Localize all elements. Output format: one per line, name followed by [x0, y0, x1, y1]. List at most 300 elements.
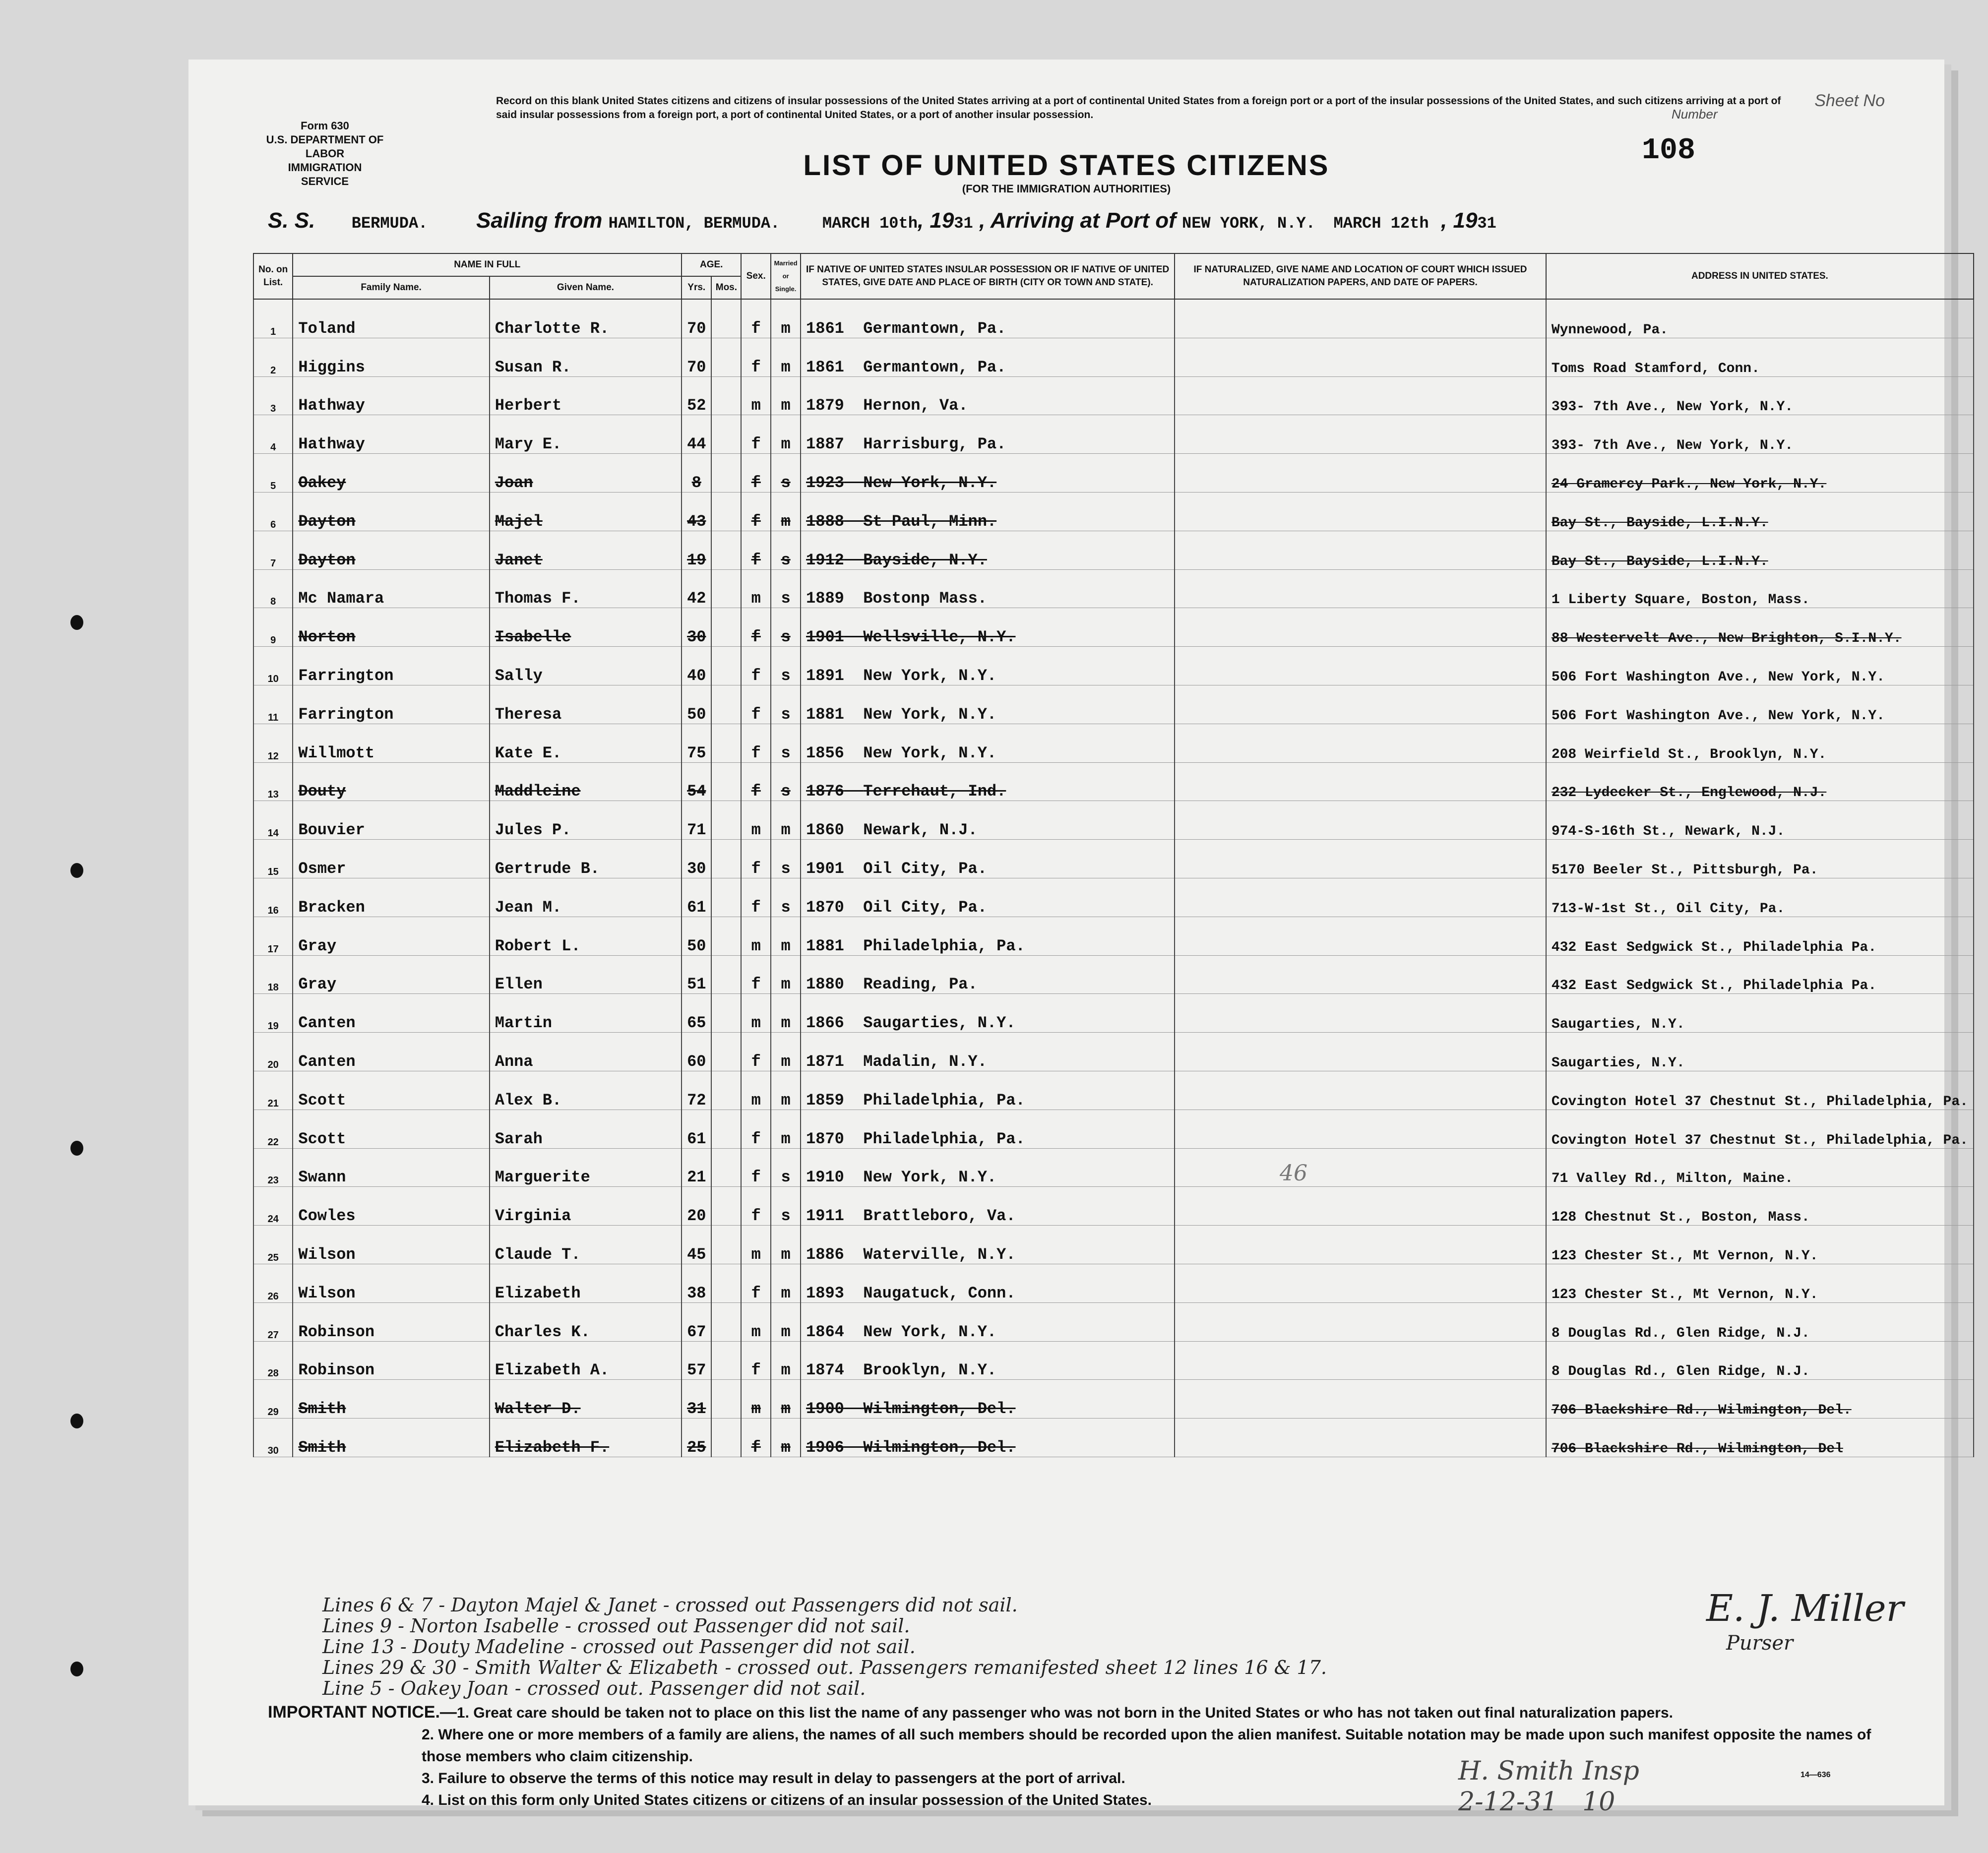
- row-number: 14: [253, 801, 293, 840]
- birth-place: Hernon, Va.: [863, 396, 968, 415]
- table-row: [253, 1341, 1974, 1380]
- age-months: [711, 1226, 741, 1264]
- note-line: Lines 9 - Norton Isabelle - crossed out Passenger did not sail.: [322, 1615, 910, 1637]
- age-months: [711, 608, 741, 647]
- table-row: [253, 762, 1974, 801]
- table-row: [253, 840, 1974, 878]
- age-years: 54: [682, 762, 711, 801]
- family-name: Osmer: [293, 840, 489, 878]
- sex: f: [741, 1148, 771, 1187]
- header-married: Married or Single.: [771, 253, 801, 299]
- table-row: [253, 955, 1974, 994]
- row-number: 3: [253, 376, 293, 415]
- row-number: 15: [253, 840, 293, 878]
- note-line: Lines 6 & 7 - Dayton Majel & Janet - crossed out Passengers did not sail.: [322, 1594, 1018, 1616]
- family-name: Higgins: [293, 338, 489, 376]
- age-months: [711, 1341, 741, 1380]
- birth-year: 1887: [806, 435, 844, 454]
- age-years: 30: [682, 608, 711, 647]
- table-row: [253, 569, 1974, 608]
- birth-year: 1880: [806, 975, 844, 994]
- birth-year: 1888: [806, 512, 844, 531]
- marital-status: s: [771, 1148, 801, 1187]
- naturalization-cell: [1175, 840, 1546, 878]
- header-naturalized: IF NATURALIZED, GIVE NAME AND LOCATION OF COURT WHICH ISSUED NATURALIZATION PAPERS, AND DATE OF PAPERS.: [1175, 253, 1546, 299]
- service: IMMIGRATION SERVICE: [288, 161, 362, 187]
- manifest-sheet: [188, 60, 1968, 1817]
- birth-cell: [801, 1264, 1175, 1302]
- departure-year-prefix: , 19: [917, 208, 954, 233]
- family-name: Scott: [293, 1110, 489, 1148]
- row-number: 7: [253, 531, 293, 569]
- marital-status: m: [771, 1419, 801, 1457]
- arrival-date: MARCH 12th: [1333, 214, 1429, 233]
- birth-year: 1864: [806, 1322, 844, 1341]
- age-years: 60: [682, 1033, 711, 1071]
- naturalization-cell: [1175, 647, 1546, 685]
- family-name: Hathway: [293, 415, 489, 454]
- birth-year: 1860: [806, 821, 844, 840]
- birth-cell: [801, 1148, 1175, 1187]
- birth-cell: [801, 1071, 1175, 1110]
- age-months: [711, 1071, 741, 1110]
- birth-cell: [801, 762, 1175, 801]
- family-name: Swann: [293, 1148, 489, 1187]
- marital-status: m: [771, 994, 801, 1033]
- age-months: [711, 454, 741, 493]
- row-number: 22: [253, 1110, 293, 1148]
- address: 123 Chester St., Mt Vernon, N.Y.: [1546, 1226, 1974, 1264]
- arriving-label: , Arriving at Port of: [979, 208, 1176, 233]
- address: 506 Fort Washington Ave., New York, N.Y.: [1546, 685, 1974, 724]
- age-years: 70: [682, 338, 711, 376]
- row-number: 30: [253, 1419, 293, 1457]
- marital-status: m: [771, 955, 801, 994]
- age-months: [711, 1419, 741, 1457]
- birth-year: 1861: [806, 358, 844, 376]
- sex: f: [741, 955, 771, 994]
- naturalization-cell: [1175, 685, 1546, 724]
- age-years: 40: [682, 647, 711, 685]
- birth-cell: [801, 1380, 1175, 1419]
- marital-status: s: [771, 569, 801, 608]
- birth-cell: [801, 376, 1175, 415]
- family-name: Bracken: [293, 878, 489, 917]
- birth-place: Wellsville, N.Y.: [863, 628, 1016, 647]
- age-months: [711, 531, 741, 569]
- marital-status: s: [771, 685, 801, 724]
- form-number: Form 630: [301, 120, 349, 132]
- birth-cell: [801, 1226, 1175, 1264]
- table-row: [253, 1419, 1974, 1457]
- number-label: Number: [1672, 107, 1718, 122]
- punch-hole: [70, 863, 83, 878]
- birth-year: 1881: [806, 936, 844, 955]
- age-months: [711, 762, 741, 801]
- table-row: [253, 801, 1974, 840]
- inspector-name: H. Smith Insp: [1458, 1756, 1639, 1786]
- inspector-annotation: [1458, 1756, 1639, 1817]
- given-name: Thomas F.: [490, 569, 682, 608]
- birth-year: 1911: [806, 1207, 844, 1226]
- header-age: AGE.: [682, 253, 741, 276]
- marital-status: s: [771, 454, 801, 493]
- marital-status: m: [771, 1110, 801, 1148]
- birth-year: 1866: [806, 1014, 844, 1033]
- birth-cell: [801, 1419, 1175, 1457]
- age-months: [711, 878, 741, 917]
- naturalization-cell: [1175, 1071, 1546, 1110]
- birth-place: Harrisburg, Pa.: [863, 435, 1006, 454]
- punch-hole: [70, 615, 83, 630]
- naturalization-cell: [1175, 338, 1546, 376]
- age-months: [711, 1110, 741, 1148]
- address: Bay St., Bayside, L.I.N.Y.: [1546, 531, 1974, 569]
- age-months: [711, 1148, 741, 1187]
- birth-place: Germantown, Pa.: [863, 358, 1006, 376]
- birth-year: 1870: [806, 1129, 844, 1148]
- given-name: Virginia: [490, 1187, 682, 1226]
- notice-item: 2. Where one or more members of a family are aliens, the names of all such members should be recorded upon the alien manifest. Suitable notation may be made upon such manifest opposite the names of those members who claim citizenship.: [422, 1727, 1871, 1765]
- address: 71 Valley Rd., Milton, Maine.: [1546, 1148, 1974, 1187]
- row-number: 6: [253, 492, 293, 531]
- birth-cell: [801, 531, 1175, 569]
- given-name: Majel: [490, 492, 682, 531]
- naturalization-cell: [1175, 955, 1546, 994]
- birth-place: Philadelphia, Pa.: [863, 936, 1025, 955]
- given-name: Joan: [490, 454, 682, 493]
- birth-year: 1859: [806, 1091, 844, 1110]
- birth-cell: [801, 724, 1175, 762]
- address: 706 Blackshire Rd., Wilmington, Del.: [1546, 1380, 1974, 1419]
- birth-year: 1870: [806, 898, 844, 917]
- birth-place: New York, N.Y.: [863, 1322, 997, 1341]
- table-row: [253, 994, 1974, 1033]
- sex: f: [741, 1264, 771, 1302]
- age-months: [711, 415, 741, 454]
- table-row: [253, 415, 1974, 454]
- birth-cell: [801, 878, 1175, 917]
- age-years: 61: [682, 878, 711, 917]
- family-name: Hathway: [293, 376, 489, 415]
- address: 24 Gramercy Park., New York, N.Y.: [1546, 454, 1974, 493]
- marital-status: m: [771, 299, 801, 338]
- given-name: Jean M.: [490, 878, 682, 917]
- naturalization-cell: [1175, 1419, 1546, 1457]
- family-name: Dayton: [293, 492, 489, 531]
- naturalization-cell: [1175, 801, 1546, 840]
- header-no: No. on List.: [253, 253, 293, 299]
- marital-status: s: [771, 724, 801, 762]
- marital-status: m: [771, 917, 801, 955]
- notice-item: 4. List on this form only United States citizens or citizens of an insular possession of the United States.: [422, 1792, 1152, 1808]
- family-name: Wilson: [293, 1226, 489, 1264]
- marital-status: m: [771, 1264, 801, 1302]
- table-row: [253, 338, 1974, 376]
- birth-cell: [801, 1341, 1175, 1380]
- age-years: 20: [682, 1187, 711, 1226]
- family-name: Willmott: [293, 724, 489, 762]
- naturalization-cell: [1175, 492, 1546, 531]
- notice-item: 3. Failure to observe the terms of this notice may result in delay to passengers at the port of arrival.: [422, 1770, 1125, 1787]
- naturalization-cell: [1175, 994, 1546, 1033]
- given-name: Charles K.: [490, 1302, 682, 1341]
- family-name: Wilson: [293, 1264, 489, 1302]
- given-name: Anna: [490, 1033, 682, 1071]
- age-years: 25: [682, 1419, 711, 1457]
- punch-hole: [70, 1414, 83, 1428]
- sex: f: [741, 878, 771, 917]
- marital-status: m: [771, 1341, 801, 1380]
- family-name: Bouvier: [293, 801, 489, 840]
- sex: m: [741, 1071, 771, 1110]
- row-number: 1: [253, 299, 293, 338]
- sex: f: [741, 685, 771, 724]
- age-months: [711, 299, 741, 338]
- birth-cell: [801, 1302, 1175, 1341]
- table-row: [253, 1226, 1974, 1264]
- birth-place: New York, N.Y.: [863, 705, 997, 724]
- marital-status: s: [771, 531, 801, 569]
- marital-status: m: [771, 338, 801, 376]
- birth-year: 1901: [806, 628, 844, 647]
- arrival-year: 31: [1477, 214, 1496, 233]
- marital-status: s: [771, 608, 801, 647]
- sex: f: [741, 840, 771, 878]
- given-name: Janet: [490, 531, 682, 569]
- row-number: 24: [253, 1187, 293, 1226]
- arrival-year-prefix: , 19: [1441, 208, 1478, 233]
- family-name: Mc Namara: [293, 569, 489, 608]
- birth-year: 1910: [806, 1168, 844, 1187]
- given-name: Sarah: [490, 1110, 682, 1148]
- family-name: Cowles: [293, 1187, 489, 1226]
- naturalization-cell: [1175, 454, 1546, 493]
- purser-title: Purser: [1726, 1632, 1794, 1655]
- marital-status: m: [771, 415, 801, 454]
- table-row: [253, 1187, 1974, 1226]
- birth-cell: [801, 338, 1175, 376]
- purser-signature: E. J. Miller: [1706, 1587, 1904, 1630]
- naturalization-cell: [1175, 1380, 1546, 1419]
- table-row: [253, 685, 1974, 724]
- naturalization-cell: [1175, 1341, 1546, 1380]
- address: 393- 7th Ave., New York, N.Y.: [1546, 376, 1974, 415]
- birth-cell: [801, 994, 1175, 1033]
- table-row: [253, 376, 1974, 415]
- row-number: 17: [253, 917, 293, 955]
- given-name: Susan R.: [490, 338, 682, 376]
- table-row: [253, 917, 1974, 955]
- margin-mark: 46: [1280, 1161, 1307, 1186]
- address: 974-S-16th St., Newark, N.J.: [1546, 801, 1974, 840]
- arrival-port: NEW YORK, N.Y.: [1182, 214, 1315, 233]
- age-months: [711, 492, 741, 531]
- naturalization-cell: [1175, 569, 1546, 608]
- naturalization-cell: [1175, 299, 1546, 338]
- marital-status: s: [771, 762, 801, 801]
- marital-status: m: [771, 1302, 801, 1341]
- naturalization-cell: [1175, 1264, 1546, 1302]
- given-name: Gertrude B.: [490, 840, 682, 878]
- handwritten-notes: [322, 1595, 1711, 1699]
- given-name: Jules P.: [490, 801, 682, 840]
- table-row: [253, 608, 1974, 647]
- sex: m: [741, 1380, 771, 1419]
- address: 232 Lydecker St., Englewood, N.J.: [1546, 762, 1974, 801]
- given-name: Sally: [490, 647, 682, 685]
- family-name: Robinson: [293, 1341, 489, 1380]
- age-months: [711, 1187, 741, 1226]
- age-years: 38: [682, 1264, 711, 1302]
- table-row: [253, 531, 1974, 569]
- birth-place: Terrehaut, Ind.: [863, 782, 1006, 801]
- address: 123 Chester St., Mt Vernon, N.Y.: [1546, 1264, 1974, 1302]
- sex: m: [741, 917, 771, 955]
- given-name: Martin: [490, 994, 682, 1033]
- age-years: 42: [682, 569, 711, 608]
- table-row: [253, 454, 1974, 493]
- age-months: [711, 840, 741, 878]
- row-number: 11: [253, 685, 293, 724]
- note-line: Line 5 - Oakey Joan - crossed out. Passenger did not sail.: [322, 1677, 866, 1699]
- age-years: 61: [682, 1110, 711, 1148]
- naturalization-cell: [1175, 1110, 1546, 1148]
- row-number: 9: [253, 608, 293, 647]
- birth-year: 1856: [806, 743, 844, 762]
- given-name: Claude T.: [490, 1226, 682, 1264]
- row-number: 23: [253, 1148, 293, 1187]
- given-name: Walter D.: [490, 1380, 682, 1419]
- birth-place: Philadelphia, Pa.: [863, 1129, 1025, 1148]
- age-years: 31: [682, 1380, 711, 1419]
- age-years: 70: [682, 299, 711, 338]
- birth-place: Reading, Pa.: [863, 975, 978, 994]
- address: 706 Blackshire Rd., Wilmington, Del: [1546, 1419, 1974, 1457]
- table-row: [253, 647, 1974, 685]
- row-number: 4: [253, 415, 293, 454]
- age-months: [711, 1380, 741, 1419]
- punch-hole: [70, 1141, 83, 1156]
- marital-status: s: [771, 647, 801, 685]
- naturalization-cell: [1175, 608, 1546, 647]
- given-name: Isabelle: [490, 608, 682, 647]
- naturalization-cell: [1175, 1187, 1546, 1226]
- sex: m: [741, 569, 771, 608]
- birth-cell: [801, 647, 1175, 685]
- address: 713-W-1st St., Oil City, Pa.: [1546, 878, 1974, 917]
- birth-place: Brattleboro, Va.: [863, 1207, 1016, 1226]
- birth-cell: [801, 492, 1175, 531]
- marital-status: m: [771, 1033, 801, 1071]
- family-name: Smith: [293, 1419, 489, 1457]
- family-name: Canten: [293, 994, 489, 1033]
- family-name: Oakey: [293, 454, 489, 493]
- record-instructions: Record on this blank United States citizens and citizens of insular possessions of the United States arriving at a port of continental United States from a foreign port or a port of the insular possessions of the United States, and such citizens arriving at a port of said insular possessions from a foreign port, a port of continental United States, or a port of another insular possession.: [496, 95, 1781, 121]
- birth-place: Bostonp Mass.: [863, 589, 987, 608]
- sex: f: [741, 454, 771, 493]
- naturalization-cell: [1175, 1033, 1546, 1071]
- given-name: Robert L.: [490, 917, 682, 955]
- sex: f: [741, 338, 771, 376]
- family-name: Farrington: [293, 685, 489, 724]
- birth-cell: [801, 454, 1175, 493]
- birth-place: Oil City, Pa.: [863, 859, 987, 878]
- naturalization-cell: [1175, 878, 1546, 917]
- inspection-time: 10: [1582, 1787, 1615, 1817]
- birth-cell: [801, 299, 1175, 338]
- marital-status: m: [771, 492, 801, 531]
- address: 5170 Beeler St., Pittsburgh, Pa.: [1546, 840, 1974, 878]
- passenger-table: [253, 253, 1974, 1457]
- address: Saugarties, N.Y.: [1546, 994, 1974, 1033]
- naturalization-cell: [1175, 917, 1546, 955]
- marital-status: m: [771, 1380, 801, 1419]
- birth-place: Waterville, N.Y.: [863, 1245, 1016, 1264]
- birth-cell: [801, 415, 1175, 454]
- marital-status: s: [771, 840, 801, 878]
- sex: f: [741, 1187, 771, 1226]
- age-months: [711, 1264, 741, 1302]
- age-years: 52: [682, 376, 711, 415]
- address: 432 East Sedgwick St., Philadelphia Pa.: [1546, 917, 1974, 955]
- marital-status: s: [771, 1187, 801, 1226]
- list-number: 108: [1642, 134, 1696, 168]
- sailing-label: Sailing from: [476, 208, 603, 233]
- birth-cell: [801, 917, 1175, 955]
- birth-place: Naugatuck, Conn.: [863, 1284, 1016, 1302]
- address: Wynnewood, Pa.: [1546, 299, 1974, 338]
- sex: f: [741, 1341, 771, 1380]
- sheet-number-label: Sheet No: [1814, 91, 1885, 110]
- birth-year: 1923: [806, 473, 844, 492]
- family-name: Gray: [293, 917, 489, 955]
- birth-cell: [801, 955, 1175, 994]
- age-years: 51: [682, 955, 711, 994]
- row-number: 8: [253, 569, 293, 608]
- age-years: 8: [682, 454, 711, 493]
- important-notice: [268, 1701, 1905, 1811]
- age-years: 30: [682, 840, 711, 878]
- address: Toms Road Stamford, Conn.: [1546, 338, 1974, 376]
- birth-place: New York, N.Y.: [863, 743, 997, 762]
- birth-place: St Paul, Minn.: [863, 512, 997, 531]
- header-sex: Sex.: [741, 253, 771, 299]
- sex: f: [741, 724, 771, 762]
- given-name: Elizabeth: [490, 1264, 682, 1302]
- age-years: 72: [682, 1071, 711, 1110]
- birth-place: Germantown, Pa.: [863, 319, 1006, 338]
- address: 88 Westervelt Ave., New Brighton, S.I.N.Y.: [1546, 608, 1974, 647]
- notice-item: 1. Great care should be taken not to place on this list the name of any passenger who was not born in the United States or who has not taken out final naturalization papers.: [456, 1705, 1673, 1721]
- birth-place: Newark, N.J.: [863, 821, 978, 840]
- family-name: Douty: [293, 762, 489, 801]
- birth-place: New York, N.Y.: [863, 666, 997, 685]
- given-name: Herbert: [490, 376, 682, 415]
- table-row: [253, 1033, 1974, 1071]
- birth-place: Madalin, N.Y.: [863, 1052, 987, 1071]
- table-row: [253, 299, 1974, 338]
- family-name: Norton: [293, 608, 489, 647]
- row-number: 20: [253, 1033, 293, 1071]
- note-line: Lines 29 & 30 - Smith Walter & Elizabeth - crossed out. Passengers remanifested sheet 12 lines 16 & 17.: [322, 1657, 1327, 1678]
- departure-port: HAMILTON, BERMUDA.: [608, 214, 780, 233]
- row-number: 29: [253, 1380, 293, 1419]
- ss-label: S. S.: [268, 208, 315, 233]
- row-number: 18: [253, 955, 293, 994]
- birth-year: 1900: [806, 1400, 844, 1419]
- birth-place: New York, N.Y.: [863, 473, 997, 492]
